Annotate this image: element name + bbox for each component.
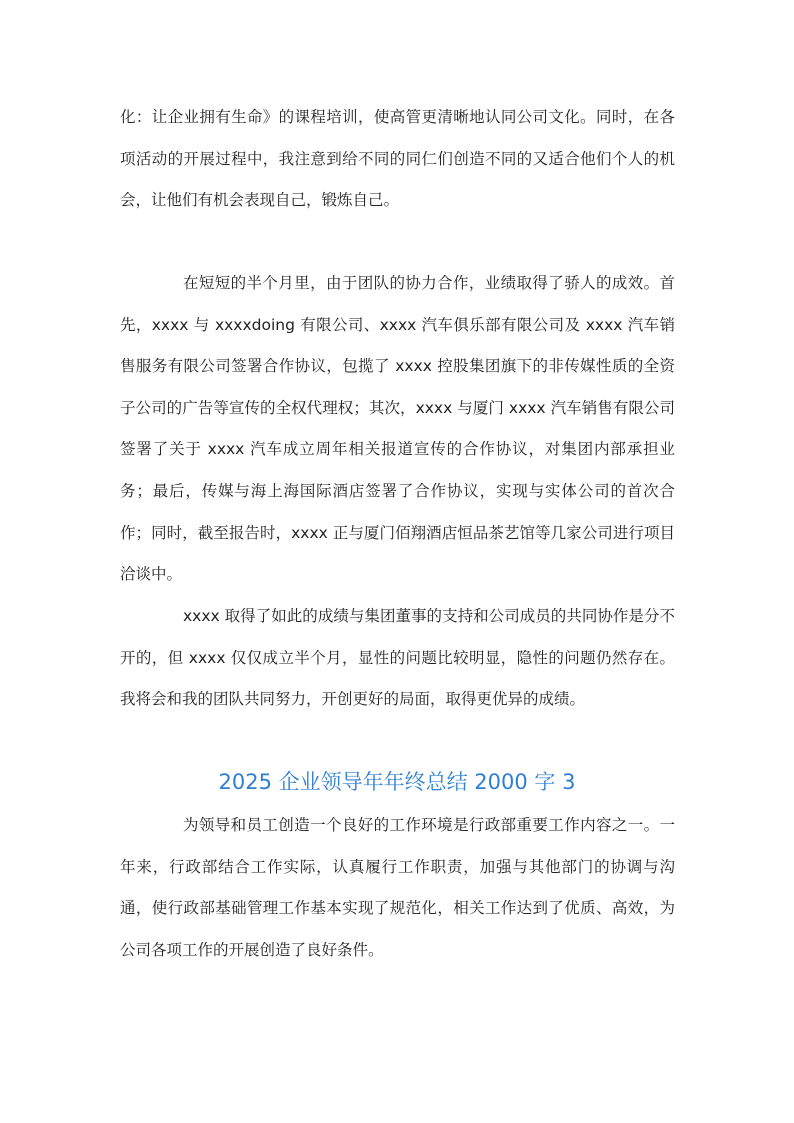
section-heading: 2025 企业领导年年终总结 2000 字 3 (218, 770, 576, 794)
paragraph-admin-department: 为领导和员工创造一个良好的工作环境是行政部重要工作内容之一。一年来，行政部结合工作实际，认真履行工作职责，加强与其他部门的协调与沟通，使行政部基础管理工作基本实现了规范化，相关工作达到了优质、高效，为公司各项工作的开展创造了良好条件。 (120, 816, 675, 959)
paragraph-achievements: 在短短的半个月里，由于团队的协力合作，业绩取得了骄人的成效。首先，xxxx 与 xxxxdoing 有限公司、xxxx 汽车俱乐部有限公司及 xxxx 汽车销售服务有限公司签署合作协议，包揽了 xxxx 控股集团旗下的非传媒性质的全资子公司的广告等宣传的全权代理权；其次，xxxx 与厦门 xxxx 汽车销售有限公司签署了关于 xxxx 汽车成立周年相关报道宣传的合作协议，对集团内部承担业务；最后，传媒与海上海国际酒店签署了合作协议，实现与实体公司的首次合作；同时，截至报告时，xxxx 正与厦门佰翔酒店恒品茶艺馆等几家公司进行项目洽谈中。 (120, 274, 675, 584)
paragraph-conclusion: xxxx 取得了如此的成绩与集团董事的支持和公司成员的共同协作是分不开的，但 xxxx 仅仅成立半个月，显性的问题比较明显，隐性的问题仍然存在。我将会和我的团队共同努力，开创更好的局面，取得更优异的成绩。 (120, 607, 675, 709)
paragraph-culture-training: 化：让企业拥有生命》的课程培训，使高管更清晰地认同公司文化。同时，在各项活动的开展过程中，我注意到给不同的同仁们创造不同的又适合他们个人的机会，让他们有机会表现自己，锻炼自己。 (120, 108, 675, 210)
